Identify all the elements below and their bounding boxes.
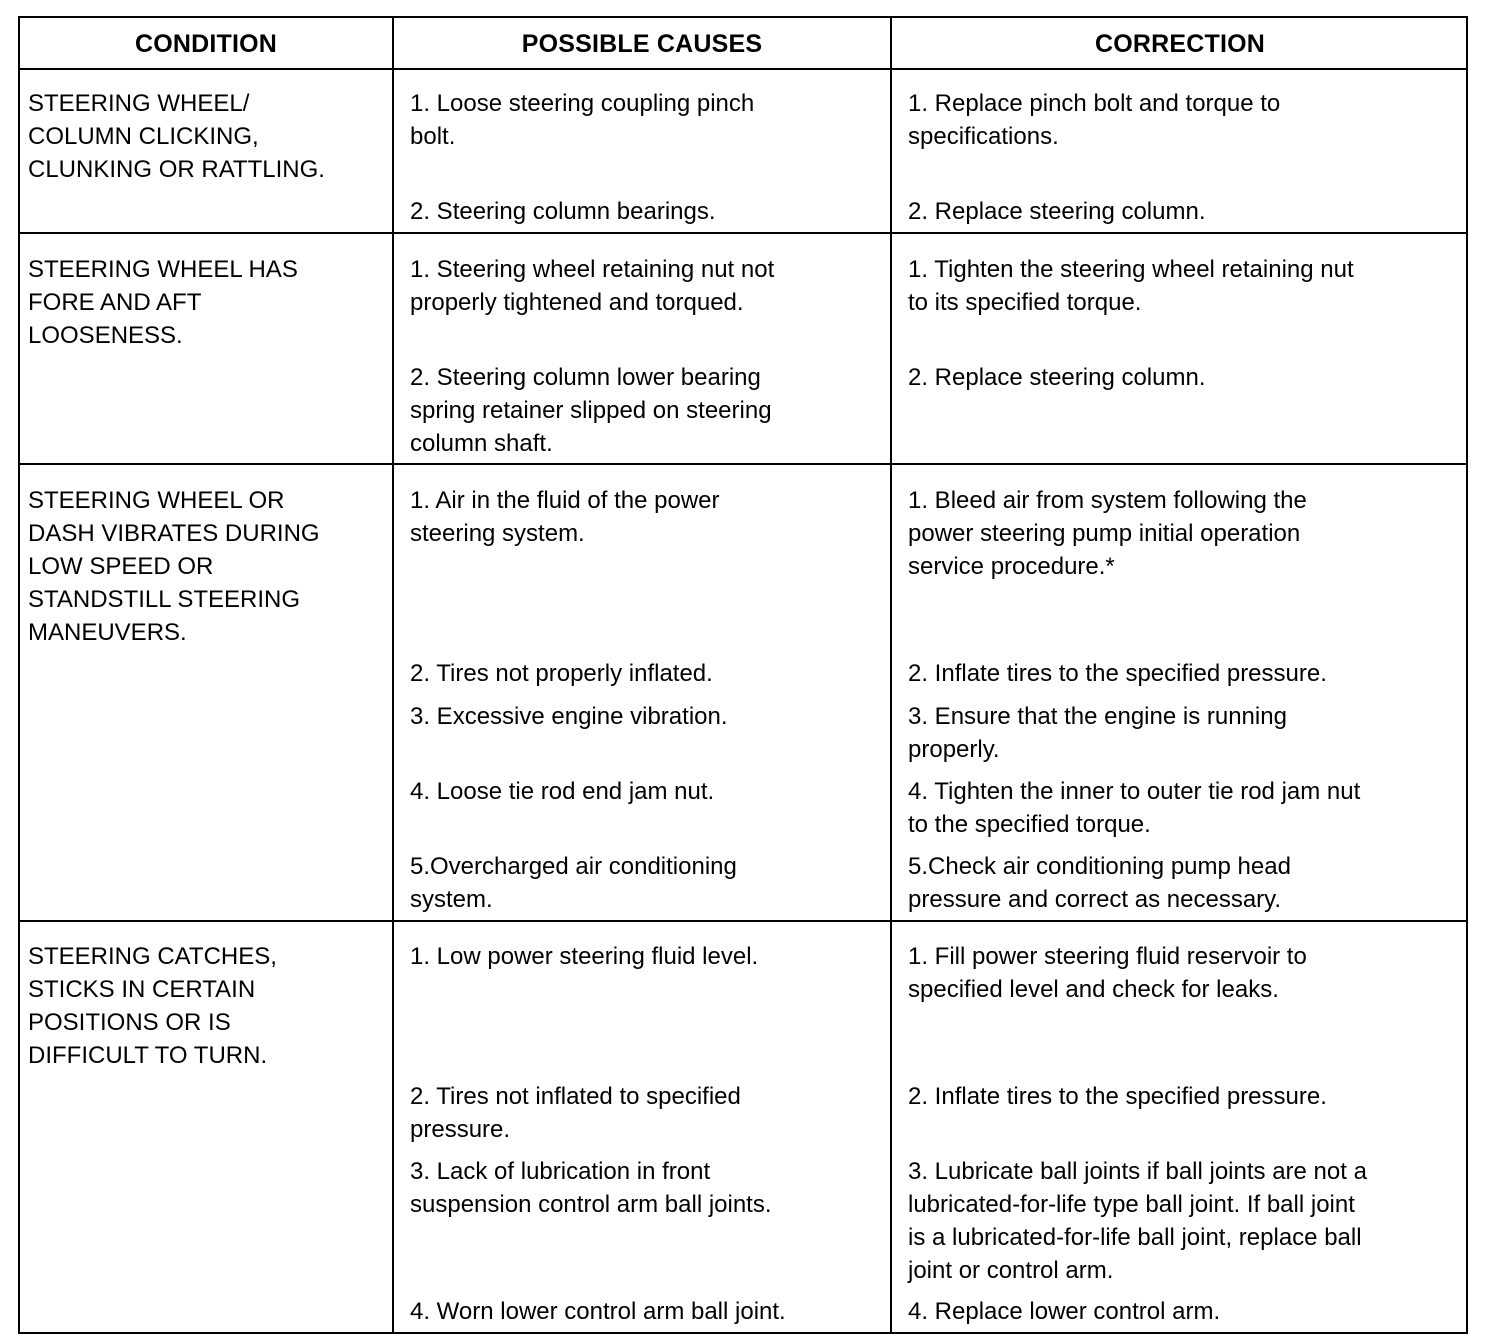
cause-item: 1. Steering wheel retaining nut not properly tightened and torqued. [410,256,775,316]
cause-item: 3. Lack of lubrication in front suspension control arm ball joints. [410,1158,772,1218]
cause-item: 1. Low power steering fluid level. [410,943,759,970]
cause-item: 5.Overcharged air conditioning system. [410,853,737,913]
column-divider-2 [890,18,892,1332]
correction-item: 3. Lubricate ball joints if ball joints are not a lubricated-for-life type ball joint. If ball joint is a lubricated-for-life ball joint, replace ball joint or control arm. [908,1158,1367,1284]
row-divider-3 [20,920,1466,922]
cause-item: 4. Loose tie rod end jam nut. [410,778,715,805]
row-divider-2 [20,463,1466,465]
cause-item: 2. Steering column lower bearing spring retainer slipped on steering column shaft. [410,364,772,457]
cause-item: 4. Worn lower control arm ball joint. [410,1298,786,1325]
condition-cell: STEERING CATCHES, STICKS IN CERTAIN POSITIONS OR IS DIFFICULT TO TURN. [28,943,277,1069]
correction-item: 3. Ensure that the engine is running properly. [908,703,1287,763]
correction-item: 4. Replace lower control arm. [908,1298,1221,1325]
correction-item: 2. Inflate tires to the specified pressure. [908,660,1327,687]
condition-cell: STEERING WHEEL/ COLUMN CLICKING, CLUNKING OR RATTLING. [28,90,325,183]
header-condition: CONDITION [134,29,278,58]
header-correction: CORRECTION [1094,29,1266,58]
correction-item: 1. Tighten the steering wheel retaining nut to its specified torque. [908,256,1354,316]
correction-item: 2. Replace steering column. [908,198,1206,225]
correction-item: 1. Bleed air from system following the power steering pump initial operation service procedure.* [908,487,1307,580]
condition-cell: STEERING WHEEL HAS FORE AND AFT LOOSENESS. [28,256,298,349]
diagnosis-table [18,16,1468,1334]
correction-item: 5.Check air conditioning pump head pressure and correct as necessary. [908,853,1291,913]
correction-item: 2. Replace steering column. [908,364,1206,391]
header-possible-causes: POSSIBLE CAUSES [521,29,763,58]
correction-item: 1. Replace pinch bolt and torque to specifications. [908,90,1281,150]
cause-item: 1. Air in the fluid of the power steering system. [410,487,720,547]
correction-item: 4. Tighten the inner to outer tie rod jam nut to the specified torque. [908,778,1361,838]
cause-item: 3. Excessive engine vibration. [410,703,728,730]
cause-item: 2. Steering column bearings. [410,198,716,225]
condition-cell: STEERING WHEEL OR DASH VIBRATES DURING LOW SPEED OR STANDSTILL STEERING MANEUVERS. [28,487,320,646]
cause-item: 2. Tires not inflated to specified pressure. [410,1083,741,1143]
cause-item: 1. Loose steering coupling pinch bolt. [410,90,755,150]
correction-item: 1. Fill power steering fluid reservoir to specified level and check for leaks. [908,943,1307,1003]
row-divider-1 [20,232,1466,234]
cause-item: 2. Tires not properly inflated. [410,660,713,687]
correction-item: 2. Inflate tires to the specified pressure. [908,1083,1327,1110]
column-divider-1 [392,18,394,1332]
